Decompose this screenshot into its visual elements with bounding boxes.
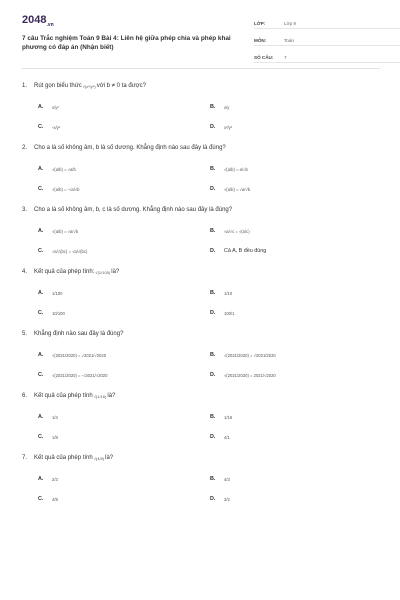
meta-value: Lớp 9 xyxy=(284,20,296,26)
question-text: Kết quả của phép tính xyxy=(34,393,93,399)
option-c[interactable] xyxy=(38,370,210,380)
question-number: 5. xyxy=(22,331,28,337)
question-text: Rút gọn biểu thức xyxy=(34,83,82,89)
option-text: 2/3 xyxy=(52,476,58,482)
option-text: √(a/b) = √a/√b xyxy=(52,228,79,234)
option-d[interactable] xyxy=(210,122,382,132)
meta-key: LỚP: xyxy=(254,20,266,26)
meta-row-count xyxy=(254,52,400,63)
question-text: Kết quả của phép tính: xyxy=(34,269,95,275)
options-grid xyxy=(22,226,380,256)
option-letter: C. xyxy=(38,124,44,130)
option-a[interactable] xyxy=(38,350,210,360)
option-b[interactable] xyxy=(210,288,382,298)
option-text: 100/1 xyxy=(224,310,235,316)
option-text: √(2021/2020) = √2021/√2020 xyxy=(52,352,107,358)
option-letter: A. xyxy=(38,352,44,358)
option-text: Cả A, B đều đúng xyxy=(224,248,267,254)
option-text: x/y² xyxy=(52,104,59,110)
option-letter: A. xyxy=(38,476,44,482)
option-c[interactable] xyxy=(38,246,210,256)
option-d[interactable] xyxy=(210,246,382,256)
question-stem xyxy=(22,328,380,340)
option-text: 1/100 xyxy=(52,290,63,296)
option-letter: B. xyxy=(210,414,216,420)
option-letter: A. xyxy=(38,228,44,234)
question-text: Cho a là số không âm, b là số dương. Khẳng định nào sau đây là đúng? xyxy=(34,145,226,151)
option-b[interactable] xyxy=(210,164,382,174)
option-letter: D. xyxy=(210,372,216,378)
question-3 xyxy=(22,204,380,256)
option-text: 10/100 xyxy=(52,310,65,316)
question-stem xyxy=(22,142,380,154)
option-text: √(a/b) = -√a/√b xyxy=(52,186,80,192)
option-letter: A. xyxy=(38,414,44,420)
option-c[interactable] xyxy=(38,494,210,504)
option-letter: C. xyxy=(38,310,44,316)
option-letter: B. xyxy=(210,476,216,482)
worksheet-header xyxy=(22,14,382,60)
option-letter: D. xyxy=(210,496,216,502)
question-1 xyxy=(22,80,380,132)
option-text: 1/8 xyxy=(52,434,58,440)
options-grid xyxy=(22,412,380,442)
option-c[interactable] xyxy=(38,184,210,194)
question-text: Khẳng định nào sau đây là đúng? xyxy=(34,331,124,337)
question-7 xyxy=(22,452,380,504)
question-2 xyxy=(22,142,380,194)
option-a[interactable] xyxy=(38,288,210,298)
option-b[interactable] xyxy=(210,350,382,360)
option-d[interactable] xyxy=(210,370,382,380)
option-text: 4/1 xyxy=(224,434,230,440)
option-a[interactable] xyxy=(38,164,210,174)
option-text: √a/√c = √(a/c) xyxy=(224,228,250,234)
option-c[interactable] xyxy=(38,308,210,318)
options-grid xyxy=(22,288,380,318)
option-text: x/y xyxy=(224,104,230,110)
question-stem xyxy=(22,266,380,278)
option-d[interactable] xyxy=(210,494,382,504)
option-letter: C. xyxy=(38,248,44,254)
option-letter: C. xyxy=(38,372,44,378)
option-text: √(2021/2020) = -√2021/√2020 xyxy=(52,372,108,378)
option-text: √(a/b) = √a/√b xyxy=(224,186,251,192)
question-number: 3. xyxy=(22,207,28,213)
question-5 xyxy=(22,328,380,380)
option-b[interactable] xyxy=(210,412,382,422)
option-text: √(a/b) = √a/b xyxy=(52,166,76,172)
options-grid xyxy=(22,102,380,132)
meta-row-class xyxy=(254,18,400,29)
option-letter: B. xyxy=(210,104,216,110)
stem-math: √(1/100) xyxy=(95,269,111,275)
options-grid xyxy=(22,164,380,194)
option-text: -x/y² xyxy=(52,124,61,130)
option-letter: B. xyxy=(210,352,216,358)
option-b[interactable] xyxy=(210,226,382,236)
option-text: 4/9 xyxy=(52,496,58,502)
option-letter: A. xyxy=(38,104,44,110)
option-a[interactable] xyxy=(38,474,210,484)
option-letter: C. xyxy=(38,434,44,440)
option-text: √(2021/2020) = √2021/2020 xyxy=(224,352,276,358)
question-text-end: là? xyxy=(111,269,120,275)
meta-key: MÔN: xyxy=(254,37,267,43)
option-letter: C. xyxy=(38,496,44,502)
option-c[interactable] xyxy=(38,432,210,442)
option-letter: D. xyxy=(210,310,216,316)
option-b[interactable] xyxy=(210,102,382,112)
meta-key: SỐ CÂU: xyxy=(254,54,274,60)
option-d[interactable] xyxy=(210,432,382,442)
meta-panel xyxy=(254,18,400,69)
option-a[interactable] xyxy=(38,102,210,112)
meta-value: 7 xyxy=(284,54,287,60)
question-stem xyxy=(22,80,380,92)
option-letter: D. xyxy=(210,124,216,130)
option-c[interactable] xyxy=(38,122,210,132)
meta-row-subject xyxy=(254,35,400,46)
option-letter: D. xyxy=(210,248,216,254)
option-letter: B. xyxy=(210,228,216,234)
header-divider xyxy=(22,68,380,69)
option-a[interactable] xyxy=(38,412,210,422)
option-d[interactable] xyxy=(210,184,382,194)
brand-name: 2048 xyxy=(22,14,47,26)
option-letter: B. xyxy=(210,290,216,296)
option-text: 4/3 xyxy=(224,476,230,482)
option-text: √(2021/2020) = 2021/√2020 xyxy=(224,372,276,378)
brand-logo[interactable] xyxy=(22,14,54,28)
question-text: Cho a là số không âm, b, c là số dương. Khẳng định nào sau đây là đúng? xyxy=(34,207,233,213)
question-number: 6. xyxy=(22,393,28,399)
option-letter: A. xyxy=(38,290,44,296)
question-stem xyxy=(22,452,380,464)
stem-math: √(4/9) xyxy=(93,455,105,461)
question-list xyxy=(22,80,380,514)
question-4 xyxy=(22,266,380,318)
stem-math: √(1/16) xyxy=(93,393,107,399)
question-number: 4. xyxy=(22,269,28,275)
question-text: Kết quả của phép tính xyxy=(34,455,93,461)
option-text: 1/10 xyxy=(224,290,233,296)
question-number: 1. xyxy=(22,83,28,89)
meta-value: Toán xyxy=(284,37,294,43)
option-letter: A. xyxy=(38,166,44,172)
option-text: 1/16 xyxy=(224,414,233,420)
option-text: 3/2 xyxy=(224,496,230,502)
question-stem xyxy=(22,390,380,402)
question-text-end: là? xyxy=(107,393,116,399)
option-letter: B. xyxy=(210,166,216,172)
question-text-end: là? xyxy=(105,455,114,461)
option-text: x²/y² xyxy=(224,124,233,130)
question-stem xyxy=(22,204,380,216)
stem-math: √(x²/y⁴) xyxy=(82,83,96,89)
option-letter: D. xyxy=(210,186,216,192)
question-6 xyxy=(22,390,380,442)
options-grid xyxy=(22,350,380,380)
option-a[interactable] xyxy=(38,226,210,236)
option-text: √(a/b) = a/√b xyxy=(224,166,248,172)
brand-suffix: .vn xyxy=(46,22,54,29)
option-letter: C. xyxy=(38,186,44,192)
options-grid xyxy=(22,474,380,504)
option-text: √a/√(bc) = √a/√(bc) xyxy=(52,248,88,254)
option-text: 1/4 xyxy=(52,414,58,420)
option-b[interactable] xyxy=(210,474,382,484)
worksheet-title: 7 câu Trắc nghiệm Toán 9 Bài 4: Liên hệ giữa phép chia và phép khai phương có đáp án (Nhận biết) xyxy=(22,35,231,51)
question-text-end: với b ≠ 0 ta được? xyxy=(96,83,146,89)
question-number: 7. xyxy=(22,455,28,461)
option-letter: D. xyxy=(210,434,216,440)
option-d[interactable] xyxy=(210,308,382,318)
question-number: 2. xyxy=(22,145,28,151)
